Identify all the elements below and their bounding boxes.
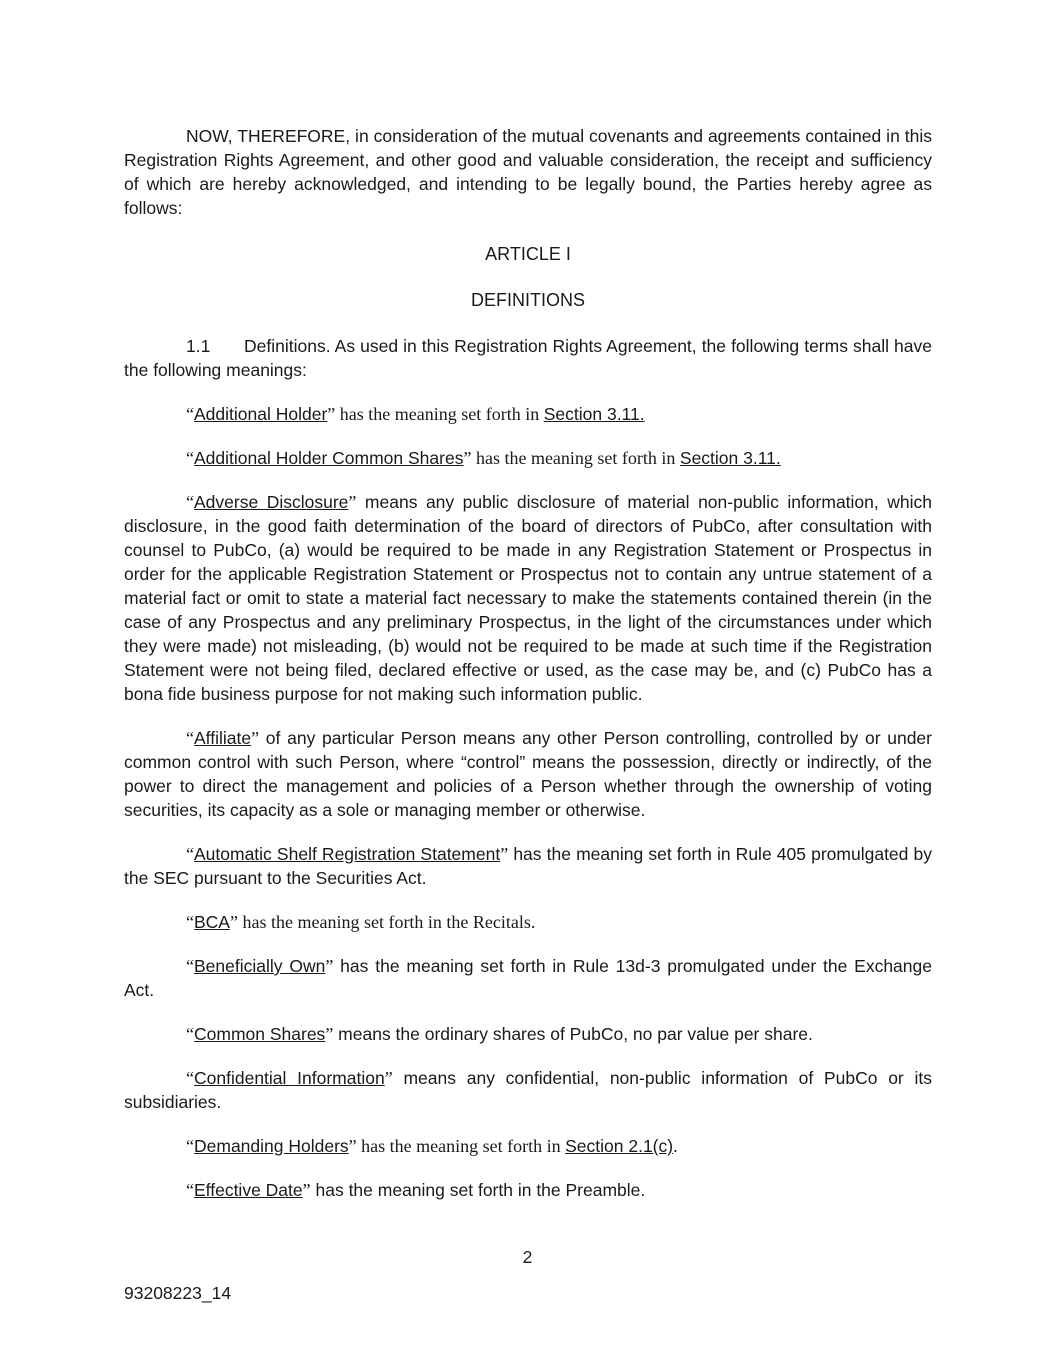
definition-adverse-disclosure: “Adverse Disclosure” means any public disclosure of material non-public information, which disclosure, in the good faith determination of the board of directors of PubCo, after consultation with counsel to PubCo, (a) would be required to be made in any Registration Statement or Prospectus in order for the applicable Registration Statement or Prospectus not to contain any untrue statement of a material fact or omit to state a material fact necessary to make the statements contained therein (in the case of any Prospectus and any preliminary Prospectus, in the light of the circumstances under which they were made) not misleading, (b) would not be required to be made at such time if the Registration Statement were not being filed, declared effective or used, as the case may be, and (c) PubCo has a bona fide business purpose for not making such information public. bbox=[124, 492, 933, 704]
definition-term: Beneficially Own bbox=[194, 956, 326, 976]
definition-additional-holder-common-shares: “Additional Holder Common Shares” has the meaning set forth in Section 3.11. bbox=[186, 448, 781, 468]
definition-term: Additional Holder bbox=[194, 404, 328, 424]
definition-text: means any confidential, non-public information of PubCo or its subsidiaries. bbox=[124, 1068, 932, 1112]
definition-term: Automatic Shelf Registration Statement bbox=[194, 844, 501, 864]
definition-beneficially-own: “Beneficially Own” has the meaning set forth in Rule 13d-3 promulgated under the Exchange Act. bbox=[124, 956, 932, 1000]
definition-affiliate: “Affiliate” of any particular Person means any other Person controlling, controlled by or under common control with such Person, where “control” means the possession, directly or indirectly, of the power to direct the management and policies of a Person whether through the ownership of voting securities, its capacity as a sole or managing member or otherwise. bbox=[124, 728, 932, 820]
definition-automatic-shelf-registration-statement: “Automatic Shelf Registration Statement” has the meaning set forth in Rule 405 promulgated by the SEC pursuant to the Securities Act. bbox=[124, 844, 932, 888]
definition-term: Effective Date bbox=[194, 1180, 303, 1200]
definition-text: has the meaning set forth in Rule 13d-3 promulgated under the Exchange Act. bbox=[124, 956, 932, 1000]
article-subtitle: DEFINITIONS bbox=[470, 290, 585, 310]
definition-effective-date: “Effective Date” has the meaning set forth in the Preamble. bbox=[186, 1180, 646, 1200]
definition-text: has the meaning set forth in bbox=[356, 1136, 566, 1156]
section-reference: Section 3.11. bbox=[543, 404, 645, 424]
section-reference: Section 3.11. bbox=[679, 448, 781, 468]
definition-text: of any particular Person means any other Person controlling, controlled by or under common control with such Person, where “control” means the possession, directly or indirectly, of the power to direct the management and policies of a Person whether through the ownership of voting securities, its capacity as a sole or managing member or otherwise. bbox=[124, 728, 932, 820]
definition-text: has the meaning set forth in Rule 405 promulgated by the SEC pursuant to the Securities Act. bbox=[124, 844, 932, 888]
definition-text: means the ordinary shares of PubCo, no par value per share. bbox=[333, 1024, 813, 1044]
definition-term: Affiliate bbox=[194, 728, 252, 748]
section-text: As used in this Registration Rights Agreement, the following terms shall have the following meanings: bbox=[124, 336, 932, 380]
definition-term: Demanding Holders bbox=[194, 1136, 349, 1156]
document-body bbox=[124, 124, 932, 1202]
page-number: 2 bbox=[522, 1247, 533, 1267]
definition-term: BCA bbox=[194, 912, 230, 932]
section-number: 1.1 bbox=[186, 336, 211, 356]
definition-common-shares: “Common Shares” means the ordinary shares of PubCo, no par value per share. bbox=[186, 1024, 813, 1044]
definition-confidential-information: “Confidential Information” means any confidential, non-public information of PubCo or its subsidiaries. bbox=[124, 1068, 932, 1112]
intro-paragraph: NOW, THEREFORE, in consideration of the mutual covenants and agreements contained in this Registration Rights Agreement, and other good and valuable consideration, the receipt and sufficiency of which are hereby acknowledged, and intending to be legally bound, the Parties hereby agree as follows: bbox=[124, 126, 932, 218]
definition-bca: “BCA” has the meaning set forth in the Recitals. bbox=[186, 912, 536, 932]
definition-additional-holder: “Additional Holder” has the meaning set forth in Section 3.11. bbox=[186, 404, 645, 424]
article-title: ARTICLE I bbox=[485, 244, 571, 264]
definition-text: has the meaning set forth in the Recitals. bbox=[237, 912, 536, 932]
definition-text: means any public disclosure of material non-public information, which disclosure, in the good faith determination of the board of directors of PubCo, after consultation with counsel to PubCo, (a) would be required to be made in any Registration Statement or Prospectus in order for the applicable Registration Statement or Prospectus not to contain any untrue statement of a material fact or omit to state a material fact necessary to make the statements contained therein (in the case of any Prospectus and any preliminary Prospectus, in the light of the circumstances under which they were made) not misleading, (b) would not be required to be made at such time if the Registration Statement were not being filed, declared effective or used, as the case may be, and (c) PubCo has a bona fide business purpose for not making such information public. bbox=[124, 492, 933, 704]
definition-text: has the meaning set forth in bbox=[471, 448, 680, 468]
section-reference: Section 2.1(c) bbox=[565, 1136, 674, 1156]
definition-text: has the meaning set forth in the Preamble. bbox=[310, 1180, 646, 1200]
section-1-1 bbox=[124, 334, 932, 382]
definition-term: Additional Holder Common Shares bbox=[194, 448, 464, 468]
definition-demanding-holders: “Demanding Holders” has the meaning set forth in Section 2.1(c). bbox=[186, 1136, 678, 1156]
definition-term: Confidential Information bbox=[194, 1068, 385, 1088]
definition-text: has the meaning set forth in bbox=[335, 404, 544, 424]
definition-term: Common Shares bbox=[194, 1024, 326, 1044]
definition-term: Adverse Disclosure bbox=[194, 492, 349, 512]
document-id: 93208223_14 bbox=[124, 1283, 232, 1303]
section-title: Definitions. bbox=[244, 336, 331, 356]
